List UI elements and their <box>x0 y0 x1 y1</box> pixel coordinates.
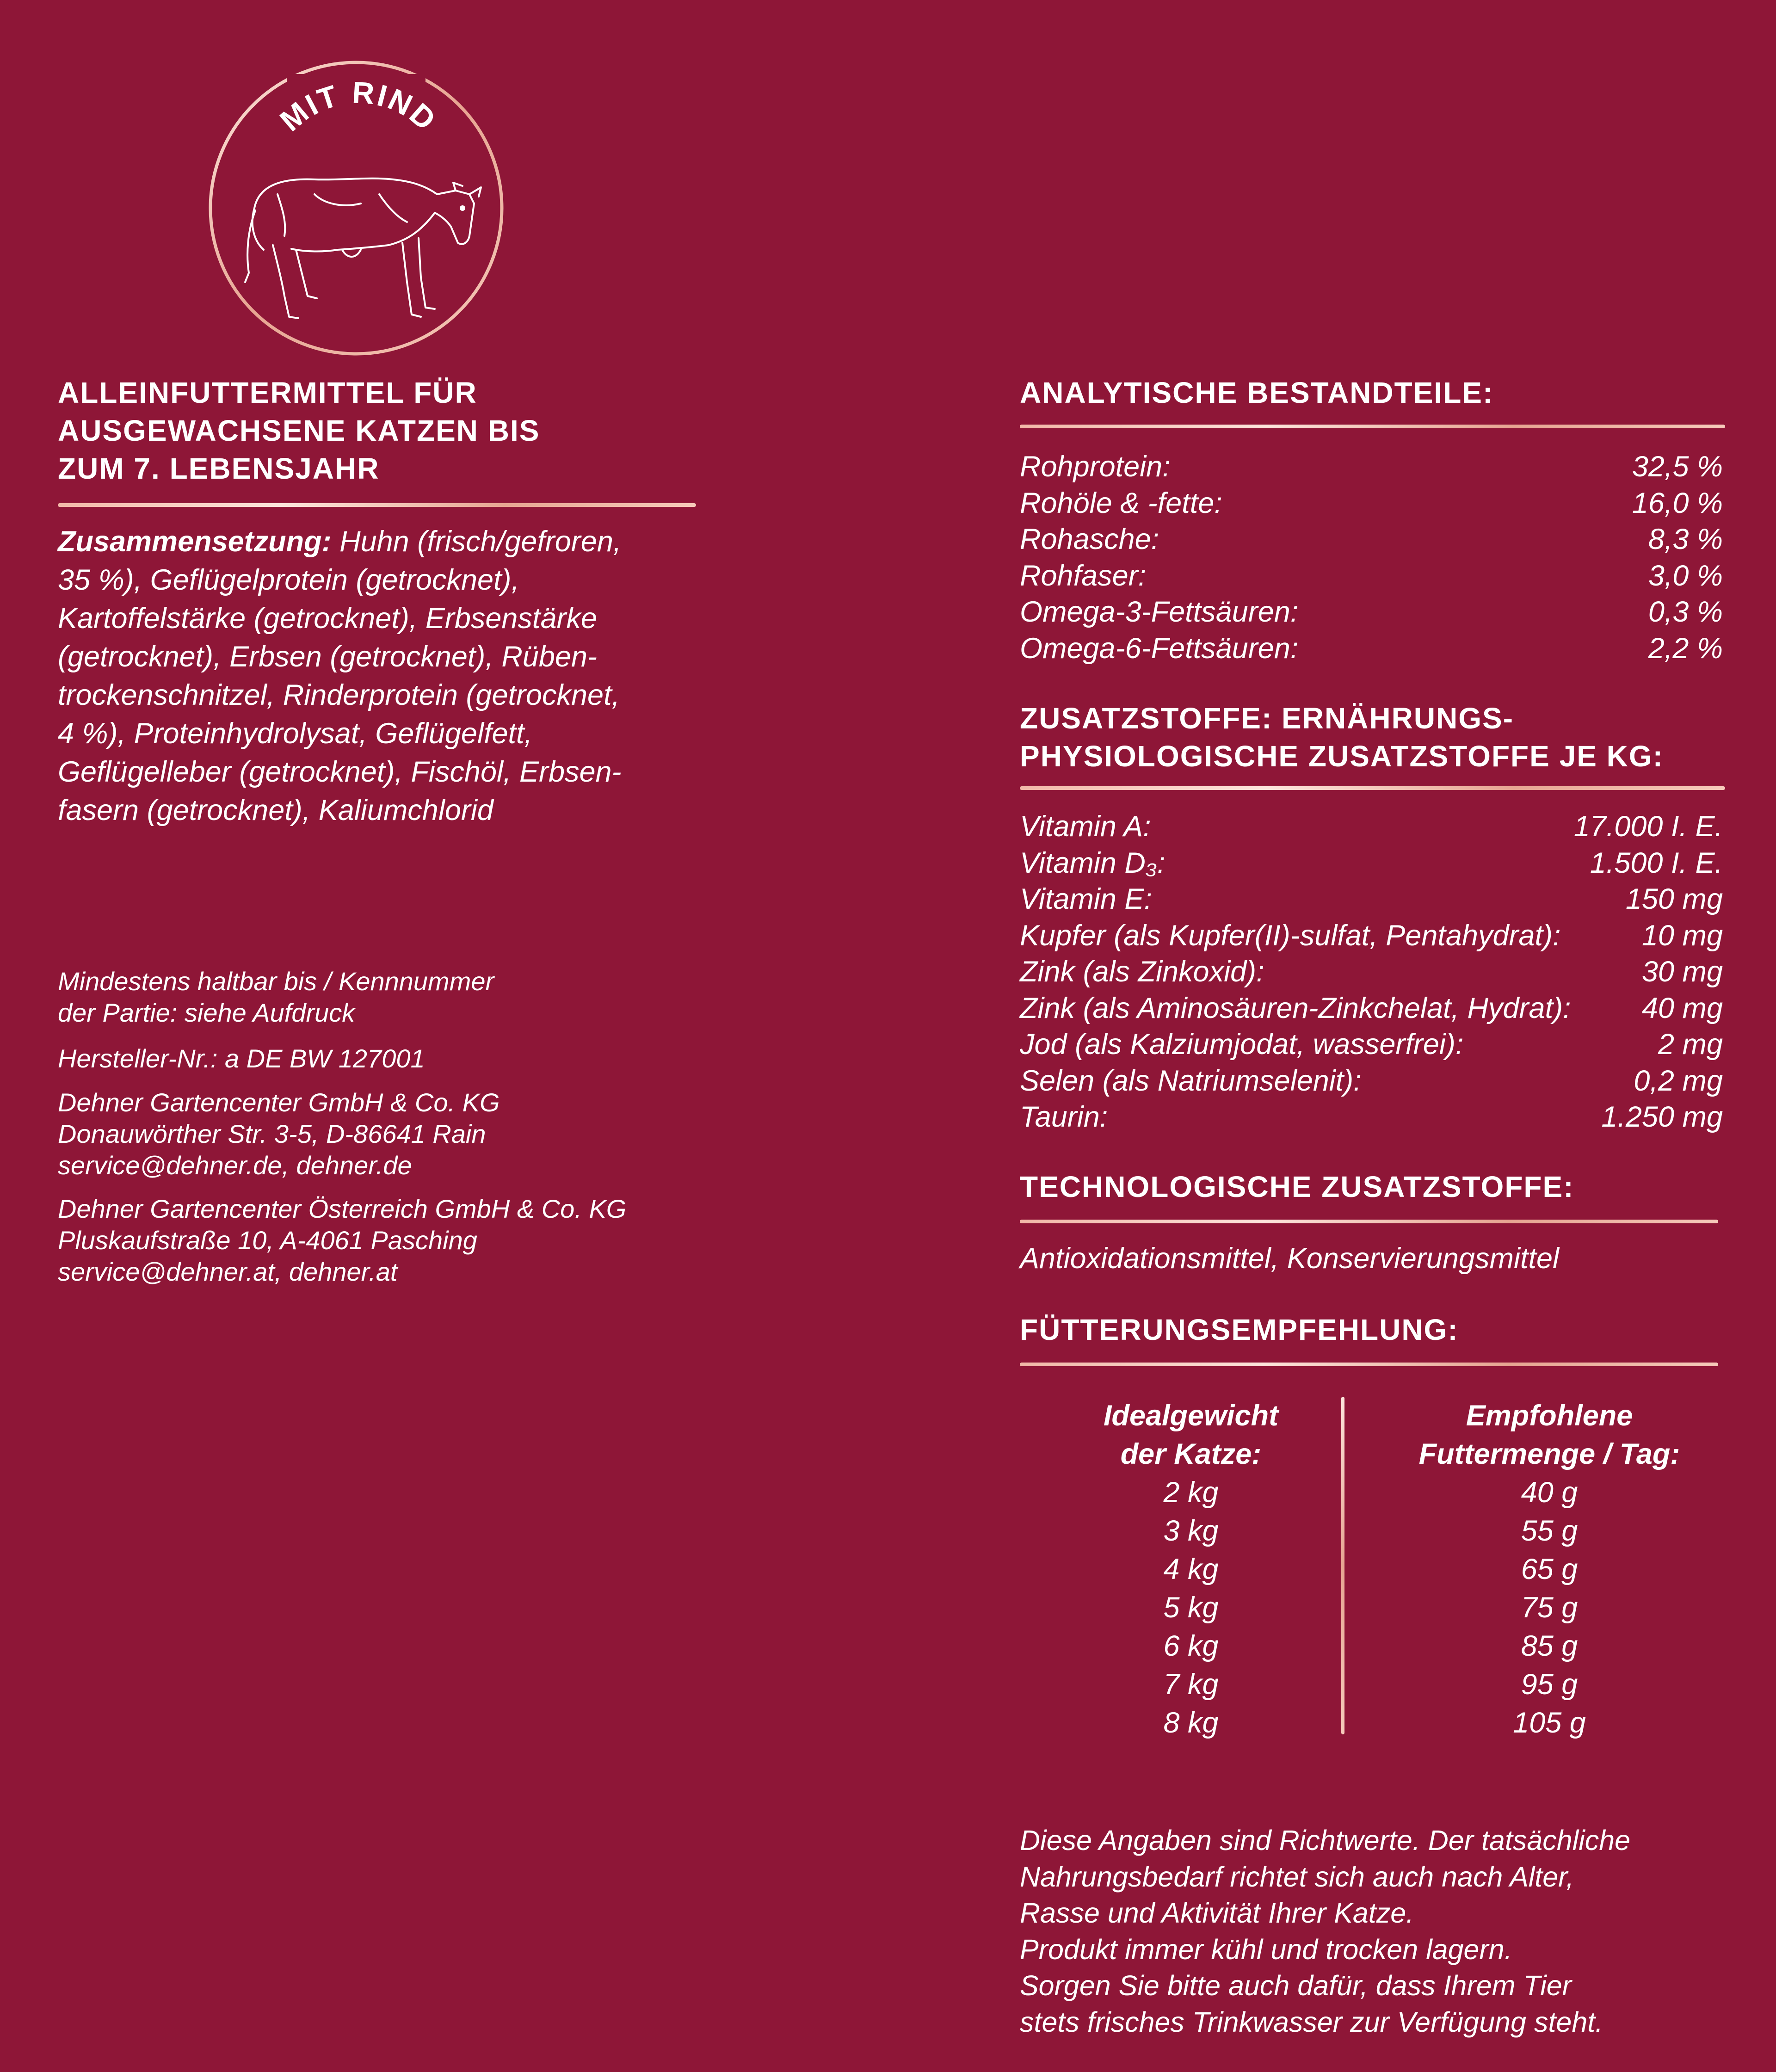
composition-line-1: Huhn (frisch/gefroren, <box>331 525 622 558</box>
analytical-value: 8,3 % <box>1648 523 1723 555</box>
composition-line-2: 35 %), Geflügelprotein (getrocknet), <box>58 564 520 596</box>
amount-value: 75 g <box>1521 1591 1578 1624</box>
product-title-line-2: AUSGEWACHSENE KATZEN BIS <box>58 414 540 447</box>
additive-value: 2 mg <box>1658 1028 1723 1061</box>
analytical-value: 2,2 % <box>1648 632 1723 665</box>
note-line-2: Nahrungsbedarf richtet sich auch nach Alter, <box>1020 1861 1574 1893</box>
weight-value: 4 kg <box>1163 1553 1219 1585</box>
additive-row <box>1020 918 1723 954</box>
additive-value: 30 mg <box>1641 956 1723 988</box>
additive-label: Zink (als Aminosäuren-Zinkchelat, Hydrat): <box>1020 992 1571 1024</box>
product-title <box>58 374 705 487</box>
additive-label: Vitamin E: <box>1020 883 1152 915</box>
composition-line-8: fasern (getrocknet), Kaliumchlorid <box>58 794 493 826</box>
note-line-6: stets frisches Trinkwasser zur Verfügung steht. <box>1020 2006 1603 2038</box>
note-line-3: Rasse und Aktivität Ihrer Katze. <box>1020 1897 1414 1929</box>
additive-value: 17.000 I. E. <box>1573 810 1723 843</box>
address-at-contact: service@dehner.at, dehner.at <box>58 1257 398 1286</box>
analytical-value: 32,5 % <box>1632 450 1723 483</box>
address-at-company: Dehner Gartencenter Österreich GmbH & Co. KG <box>58 1194 627 1223</box>
analytical-table <box>1020 449 1723 666</box>
composition-label: Zusammensetzung: <box>58 525 332 558</box>
feeding-table <box>1020 1397 1723 1739</box>
analytical-value: 16,0 % <box>1632 487 1723 519</box>
best-before-line-1: Mindestens haltbar bis / Kennnummer <box>58 967 494 996</box>
weight-value: 7 kg <box>1163 1668 1219 1701</box>
additives-heading-line-1: ZUSATZSTOFFE: ERNÄHRUNGS- <box>1020 702 1514 735</box>
additive-value: 150 mg <box>1625 883 1723 915</box>
composition-line-7: Geflügelleber (getrocknet), Fischöl, Erbsen- <box>58 756 622 788</box>
weight-header-line-1: Idealgewicht <box>1103 1400 1279 1432</box>
composition-line-3: Kartoffelstärke (getrocknet), Erbsenstärke <box>58 602 597 635</box>
additive-value: 1.500 I. E. <box>1590 846 1723 879</box>
analytical-label: Rohprotein: <box>1020 450 1171 483</box>
technological-heading: TECHNOLOGISCHE ZUSATZSTOFFE: <box>1020 1170 1574 1203</box>
additive-row <box>1020 1063 1723 1099</box>
additive-label: Vitamin A: <box>1020 810 1151 843</box>
best-before-line-2: der Partie: siehe Aufdruck <box>58 998 355 1027</box>
weight-value: 6 kg <box>1163 1630 1219 1662</box>
analytical-row <box>1020 594 1723 630</box>
analytical-row <box>1020 449 1723 485</box>
mit-rind-badge <box>204 56 509 361</box>
note-line-1: Diese Angaben sind Richtwerte. Der tatsächliche <box>1020 1825 1631 1856</box>
additive-row <box>1020 845 1723 882</box>
address-de-company: Dehner Gartencenter GmbH & Co. KG <box>58 1088 500 1117</box>
amount-value: 85 g <box>1521 1630 1578 1662</box>
badge-graphic <box>204 56 509 361</box>
amount-value: 105 g <box>1513 1707 1586 1739</box>
weight-header-line-2: der Katze: <box>1120 1438 1262 1470</box>
amount-column <box>1344 1397 1755 1742</box>
analytical-row <box>1020 558 1723 594</box>
amount-value: 55 g <box>1521 1515 1578 1547</box>
amount-value: 95 g <box>1521 1668 1578 1701</box>
analytical-row <box>1020 630 1723 667</box>
product-title-line-1: ALLEINFUTTERMITTEL FÜR <box>58 376 477 409</box>
additive-label: Jod (als Kalziumjodat, wasserfrei): <box>1020 1028 1464 1061</box>
additive-row <box>1020 1099 1723 1135</box>
amount-header-line-1: Empfohlene <box>1466 1400 1633 1432</box>
additives-table <box>1020 808 1723 1135</box>
additive-value: 1.250 mg <box>1601 1101 1723 1133</box>
weight-value: 3 kg <box>1163 1515 1219 1547</box>
composition-line-5: trockenschnitzel, Rinderprotein (getrocknet, <box>58 679 620 711</box>
additive-value: 0,2 mg <box>1634 1064 1723 1097</box>
storage-note <box>1020 1822 1741 2040</box>
address-de-street: Donauwörther Str. 3-5, D-86641 Rain <box>58 1119 486 1148</box>
analytical-label: Rohöle & -fette: <box>1020 487 1222 519</box>
additive-value: 10 mg <box>1641 919 1723 952</box>
manufacturer-number <box>58 1043 752 1074</box>
additive-label: Taurin: <box>1020 1101 1108 1133</box>
analytical-row <box>1020 521 1723 558</box>
address-at-street: Pluskaufstraße 10, A-4061 Pasching <box>58 1226 477 1255</box>
additive-label: Kupfer (als Kupfer(II)-sulfat, Pentahydrat): <box>1020 919 1561 952</box>
additive-label: Zink (als Zinkoxid): <box>1020 956 1264 988</box>
analytical-label: Rohfaser: <box>1020 559 1147 592</box>
additive-label: Vitamin D₃: <box>1020 846 1166 879</box>
best-before-info <box>58 966 752 1029</box>
manufacturer-number-text: Hersteller-Nr.: a DE BW 127001 <box>58 1044 425 1073</box>
feeding-heading: FÜTTERUNGSEMPFEHLUNG: <box>1020 1313 1459 1346</box>
additive-label: Selen (als Natriumselenit): <box>1020 1064 1362 1097</box>
cow-icon <box>245 179 481 318</box>
amount-value: 40 g <box>1521 1476 1578 1509</box>
feeding-divider <box>1020 1363 1718 1366</box>
analytical-divider <box>1020 425 1725 428</box>
weight-value: 8 kg <box>1163 1707 1219 1739</box>
amount-header-line-2: Futtermenge / Tag: <box>1418 1438 1680 1470</box>
composition-line-4: (getrocknet), Erbsen (getrocknet), Rüben- <box>58 641 598 673</box>
badge-label: MIT RIND <box>273 75 444 138</box>
additive-row <box>1020 990 1723 1027</box>
note-line-4: Produkt immer kühl und trocken lagern. <box>1020 1933 1512 1965</box>
analytical-value: 3,0 % <box>1648 559 1723 592</box>
technological-text: Antioxidationsmittel, Konservierungsmittel <box>1020 1242 1560 1275</box>
product-title-line-3: ZUM 7. LEBENSJAHR <box>58 452 380 485</box>
analytical-heading: ANALYTISCHE BESTANDTEILE: <box>1020 376 1494 409</box>
amount-value: 65 g <box>1521 1553 1578 1585</box>
address-germany <box>58 1087 752 1181</box>
technological-divider <box>1020 1220 1718 1223</box>
note-line-5: Sorgen Sie bitte auch dafür, dass Ihrem Tier <box>1020 1970 1572 2001</box>
weight-column <box>1020 1397 1362 1742</box>
additive-value: 40 mg <box>1641 992 1723 1024</box>
analytical-label: Rohasche: <box>1020 523 1159 555</box>
additives-heading-line-2: PHYSIOLOGISCHE ZUSATZSTOFFE JE KG: <box>1020 740 1664 773</box>
analytical-label: Omega-6-Fettsäuren: <box>1020 632 1299 665</box>
additive-row <box>1020 1026 1723 1063</box>
composition-text <box>58 523 715 830</box>
additive-row <box>1020 954 1723 990</box>
analytical-label: Omega-3-Fettsäuren: <box>1020 596 1299 628</box>
address-austria <box>58 1193 752 1288</box>
additives-divider <box>1020 786 1725 790</box>
additive-row <box>1020 808 1723 845</box>
address-de-contact: service@dehner.de, dehner.de <box>58 1151 412 1180</box>
weight-value: 2 kg <box>1163 1476 1219 1509</box>
analytical-row <box>1020 485 1723 522</box>
title-divider <box>58 503 696 507</box>
composition-line-6: 4 %), Proteinhydrolysat, Geflügelfett, <box>58 717 532 750</box>
additives-heading <box>1020 699 1741 775</box>
additive-row <box>1020 881 1723 918</box>
weight-value: 5 kg <box>1163 1591 1219 1624</box>
analytical-value: 0,3 % <box>1648 596 1723 628</box>
